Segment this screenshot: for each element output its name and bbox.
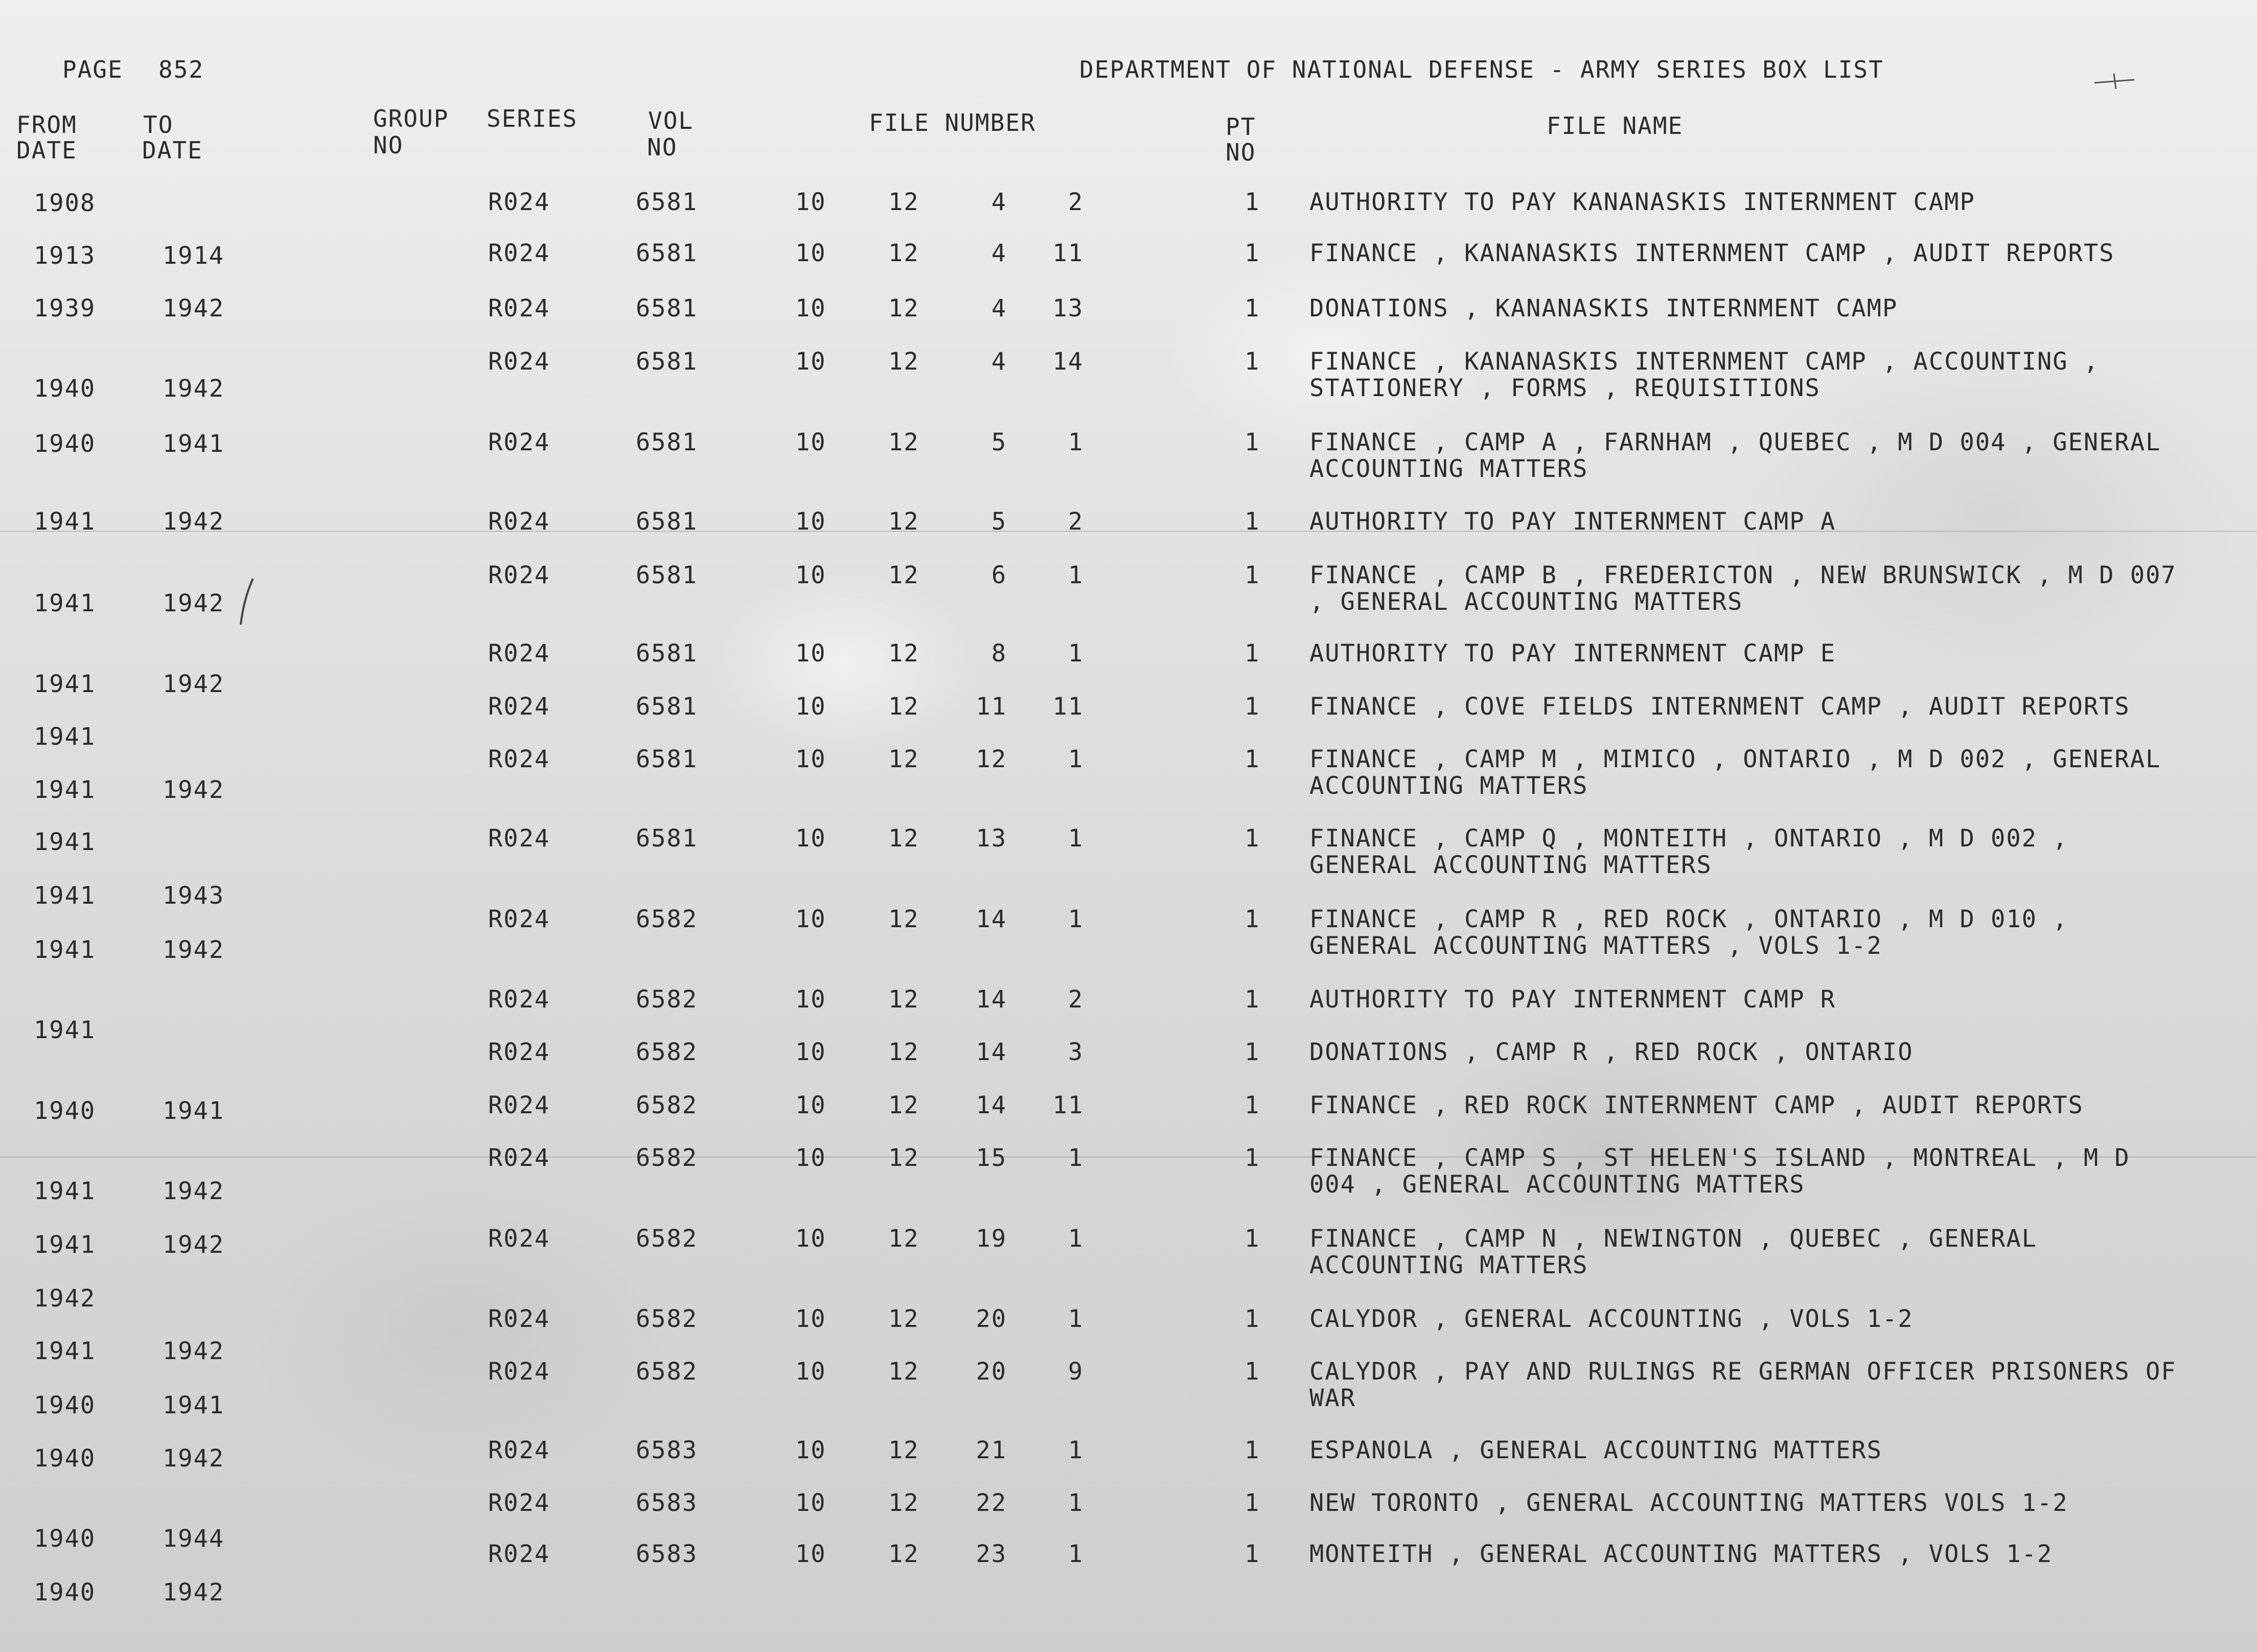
to-date: 1942 — [163, 589, 225, 617]
file-number-part-4: 13 — [1052, 294, 1084, 323]
col-header-vol-1: VOL — [648, 107, 694, 134]
file-number-part-2: 12 — [888, 693, 919, 721]
from-date: 1941 — [34, 723, 96, 751]
series-code: R024 — [488, 348, 550, 376]
file-name-line: 004 , GENERAL ACCOUNTING MATTERS — [1309, 1171, 1805, 1199]
file-number-part-3: 11 — [976, 693, 1007, 721]
file-number-part-2: 12 — [888, 1144, 919, 1172]
volume-number: 6581 — [635, 348, 698, 376]
file-number-part-1: 10 — [795, 985, 826, 1014]
part-number: 1 — [1245, 1540, 1260, 1568]
part-number: 1 — [1245, 188, 1260, 216]
series-code: R024 — [488, 561, 550, 589]
file-name-line: FINANCE , CAMP B , FREDERICTON , NEW BRUNSWICK , M D 007 — [1309, 561, 2177, 589]
part-number: 1 — [1245, 1091, 1260, 1119]
file-number-part-2: 12 — [888, 1091, 919, 1119]
file-number-part-4: 9 — [1068, 1358, 1084, 1386]
file-number-part-1: 10 — [795, 693, 826, 721]
file-number-part-3: 21 — [976, 1436, 1007, 1464]
volume-number: 6581 — [635, 639, 698, 668]
file-number-part-2: 12 — [888, 1358, 919, 1386]
volume-number: 6581 — [635, 745, 698, 773]
file-number-part-1: 10 — [795, 1358, 826, 1386]
file-number-part-3: 13 — [976, 824, 1007, 853]
from-date: 1940 — [34, 1097, 96, 1125]
file-number-part-2: 12 — [888, 428, 919, 456]
file-number-part-1: 10 — [795, 1225, 826, 1253]
file-number-part-4: 2 — [1068, 188, 1084, 216]
file-number-part-1: 10 — [795, 1144, 826, 1172]
volume-number: 6583 — [635, 1489, 698, 1517]
file-number-part-4: 3 — [1068, 1038, 1084, 1066]
file-number-part-3: 19 — [976, 1225, 1007, 1253]
file-number-part-3: 4 — [991, 239, 1007, 267]
to-date: 1944 — [163, 1525, 225, 1553]
file-number-part-2: 12 — [888, 745, 919, 773]
series-code: R024 — [488, 428, 550, 456]
part-number: 1 — [1245, 1305, 1260, 1333]
file-name-line: AUTHORITY TO PAY INTERNMENT CAMP E — [1309, 639, 1836, 668]
volume-number: 6581 — [635, 561, 698, 589]
file-name-line: GENERAL ACCOUNTING MATTERS — [1309, 851, 1712, 879]
to-date: 1942 — [163, 1177, 225, 1205]
volume-number: 6583 — [635, 1540, 698, 1568]
page-title: DEPARTMENT OF NATIONAL DEFENSE - ARMY SERIES BOX LIST — [1079, 56, 1884, 83]
file-name-line: GENERAL ACCOUNTING MATTERS , VOLS 1-2 — [1309, 932, 1882, 960]
file-number-part-3: 14 — [976, 1038, 1007, 1066]
to-date: 1942 — [163, 776, 225, 804]
from-date: 1940 — [34, 430, 96, 458]
col-header-pt-2: NO — [1226, 139, 1256, 166]
file-number-part-2: 12 — [888, 294, 919, 323]
part-number: 1 — [1245, 1225, 1260, 1253]
series-code: R024 — [488, 1038, 550, 1066]
file-number-part-4: 14 — [1052, 348, 1084, 376]
volume-number: 6582 — [635, 905, 698, 933]
part-number: 1 — [1245, 1144, 1260, 1172]
col-header-to-date-1: TO — [143, 111, 174, 139]
part-number: 1 — [1245, 348, 1260, 376]
file-name-line: FINANCE , KANANASKIS INTERNMENT CAMP , AUDIT REPORTS — [1309, 239, 2115, 267]
file-name-line: FINANCE , COVE FIELDS INTERNMENT CAMP , AUDIT REPORTS — [1309, 693, 2130, 721]
file-number-part-1: 10 — [795, 1091, 826, 1119]
volume-number: 6582 — [635, 1225, 698, 1253]
col-header-series: SERIES — [487, 105, 578, 132]
to-date: 1942 — [163, 1444, 225, 1473]
volume-number: 6582 — [635, 1038, 698, 1066]
file-number-part-4: 1 — [1068, 561, 1084, 589]
file-number-part-2: 12 — [888, 1038, 919, 1066]
part-number: 1 — [1245, 508, 1260, 536]
to-date: 1941 — [163, 430, 225, 458]
part-number: 1 — [1245, 1358, 1260, 1386]
file-name-line: ACCOUNTING MATTERS — [1309, 455, 1588, 483]
from-date: 1940 — [34, 1578, 96, 1607]
file-number-part-4: 1 — [1068, 1305, 1084, 1333]
part-number: 1 — [1245, 294, 1260, 323]
file-number-part-4: 1 — [1068, 1225, 1084, 1253]
series-code: R024 — [488, 239, 550, 267]
part-number: 1 — [1245, 239, 1260, 267]
file-number-part-3: 23 — [976, 1540, 1007, 1568]
file-number-part-4: 2 — [1068, 508, 1084, 536]
part-number: 1 — [1245, 561, 1260, 589]
file-number-part-1: 10 — [795, 188, 826, 216]
to-date: 1942 — [163, 1578, 225, 1607]
to-date: 1942 — [163, 1231, 225, 1259]
file-number-part-3: 20 — [976, 1305, 1007, 1333]
volume-number: 6582 — [635, 1358, 698, 1386]
file-name-line: AUTHORITY TO PAY INTERNMENT CAMP A — [1309, 508, 1836, 536]
file-number-part-2: 12 — [888, 508, 919, 536]
file-number-part-3: 8 — [991, 639, 1007, 668]
file-number-part-4: 11 — [1052, 239, 1084, 267]
file-name-line: ACCOUNTING MATTERS — [1309, 772, 1588, 800]
file-number-part-3: 14 — [976, 985, 1007, 1014]
file-number-part-3: 4 — [991, 294, 1007, 323]
part-number: 1 — [1245, 639, 1260, 668]
file-number-part-4: 1 — [1068, 639, 1084, 668]
page-number: 852 — [158, 56, 204, 83]
series-code: R024 — [488, 1540, 550, 1568]
series-code: R024 — [488, 905, 550, 933]
file-number-part-4: 1 — [1068, 824, 1084, 853]
volume-number: 6581 — [635, 824, 698, 853]
series-code: R024 — [488, 639, 550, 668]
series-code: R024 — [488, 188, 550, 216]
part-number: 1 — [1245, 1436, 1260, 1464]
file-number-part-2: 12 — [888, 1489, 919, 1517]
file-number-part-1: 10 — [795, 561, 826, 589]
col-header-to-date-2: DATE — [142, 136, 203, 164]
part-number: 1 — [1245, 693, 1260, 721]
file-number-part-4: 11 — [1052, 693, 1084, 721]
file-name-line: NEW TORONTO , GENERAL ACCOUNTING MATTERS VOLS 1-2 — [1309, 1489, 2068, 1517]
to-date: 1942 — [163, 1337, 225, 1365]
file-number-part-3: 22 — [976, 1489, 1007, 1517]
from-date: 1939 — [34, 294, 96, 323]
volume-number: 6581 — [635, 294, 698, 323]
file-number-part-3: 5 — [991, 508, 1007, 536]
file-name-line: STATIONERY , FORMS , REQUISITIONS — [1309, 374, 1821, 402]
file-name-line: DONATIONS , CAMP R , RED ROCK , ONTARIO — [1309, 1038, 1914, 1066]
part-number: 1 — [1245, 905, 1260, 933]
file-name-line: FINANCE , CAMP M , MIMICO , ONTARIO , M D 002 , GENERAL — [1309, 745, 2161, 773]
file-name-line: FINANCE , RED ROCK INTERNMENT CAMP , AUDIT REPORTS — [1309, 1091, 2084, 1119]
handwritten-mark — [233, 577, 263, 628]
to-date: 1914 — [163, 242, 225, 270]
from-date: 1941 — [34, 589, 96, 617]
volume-number: 6582 — [635, 1305, 698, 1333]
series-code: R024 — [488, 294, 550, 323]
volume-number: 6582 — [635, 985, 698, 1014]
part-number: 1 — [1245, 745, 1260, 773]
volume-number: 6581 — [635, 428, 698, 456]
from-date: 1941 — [34, 1016, 96, 1044]
file-number-part-3: 12 — [976, 745, 1007, 773]
file-name-line: MONTEITH , GENERAL ACCOUNTING MATTERS , VOLS 1-2 — [1309, 1540, 2053, 1568]
from-date: 1908 — [34, 189, 96, 217]
series-code: R024 — [488, 745, 550, 773]
file-number-part-1: 10 — [795, 824, 826, 853]
series-code: R024 — [488, 1436, 550, 1464]
from-date: 1941 — [34, 936, 96, 964]
file-name-line: CALYDOR , GENERAL ACCOUNTING , VOLS 1-2 — [1309, 1305, 1914, 1333]
col-header-group-2: NO — [373, 131, 404, 159]
from-date: 1941 — [34, 508, 96, 536]
file-name-line: DONATIONS , KANANASKIS INTERNMENT CAMP — [1309, 294, 1898, 323]
series-code: R024 — [488, 985, 550, 1014]
from-date: 1940 — [34, 1444, 96, 1473]
file-number-part-1: 10 — [795, 639, 826, 668]
part-number: 1 — [1245, 985, 1260, 1014]
series-code: R024 — [488, 1358, 550, 1386]
series-code: R024 — [488, 693, 550, 721]
series-code: R024 — [488, 508, 550, 536]
file-number-part-3: 14 — [976, 905, 1007, 933]
file-number-part-2: 12 — [888, 824, 919, 853]
series-code: R024 — [488, 1144, 550, 1172]
volume-number: 6581 — [635, 508, 698, 536]
file-number-part-3: 6 — [991, 561, 1007, 589]
series-code: R024 — [488, 1091, 550, 1119]
series-code: R024 — [488, 1225, 550, 1253]
from-date: 1941 — [34, 828, 96, 856]
col-header-pt-1: PT — [1226, 113, 1256, 141]
file-number-part-1: 10 — [795, 239, 826, 267]
file-number-part-2: 12 — [888, 985, 919, 1014]
page-label: PAGE — [62, 56, 123, 83]
series-code: R024 — [488, 1489, 550, 1517]
to-date: 1942 — [163, 936, 225, 964]
to-date: 1942 — [163, 375, 225, 403]
to-date: 1942 — [163, 294, 225, 323]
file-name-line: AUTHORITY TO PAY KANANASKIS INTERNMENT CAMP — [1309, 188, 1975, 216]
part-number: 1 — [1245, 1038, 1260, 1066]
file-name-line: AUTHORITY TO PAY INTERNMENT CAMP R — [1309, 985, 1836, 1014]
to-date: 1942 — [163, 670, 225, 698]
file-number-part-1: 10 — [795, 1436, 826, 1464]
file-number-part-3: 4 — [991, 348, 1007, 376]
file-number-part-4: 1 — [1068, 1540, 1084, 1568]
file-name-line: FINANCE , CAMP A , FARNHAM , QUEBEC , M D 004 , GENERAL — [1309, 428, 2161, 456]
to-date: 1942 — [163, 508, 225, 536]
file-name-line: , GENERAL ACCOUNTING MATTERS — [1309, 588, 1743, 616]
file-name-line: FINANCE , KANANASKIS INTERNMENT CAMP , ACCOUNTING , — [1309, 348, 2100, 376]
to-date: 1941 — [163, 1097, 225, 1125]
from-date: 1941 — [34, 1231, 96, 1259]
from-date: 1940 — [34, 1525, 96, 1553]
col-header-vol-2: NO — [647, 133, 678, 161]
file-number-part-2: 12 — [888, 639, 919, 668]
file-number-part-4: 1 — [1068, 1144, 1084, 1172]
part-number: 1 — [1245, 824, 1260, 853]
series-code: R024 — [488, 824, 550, 853]
file-number-part-2: 12 — [888, 1305, 919, 1333]
from-date: 1940 — [34, 375, 96, 403]
file-number-part-4: 1 — [1068, 1489, 1084, 1517]
volume-number: 6581 — [635, 188, 698, 216]
file-name-line: FINANCE , CAMP Q , MONTEITH , ONTARIO , M D 002 , — [1309, 824, 2068, 853]
volume-number: 6581 — [635, 693, 698, 721]
file-name-line: WAR — [1309, 1384, 1356, 1412]
file-name-line: ACCOUNTING MATTERS — [1309, 1251, 1588, 1279]
col-header-file-name: FILE NAME — [1547, 112, 1684, 140]
to-date: 1943 — [163, 882, 225, 910]
file-number-part-4: 11 — [1052, 1091, 1084, 1119]
file-number-part-1: 10 — [795, 348, 826, 376]
file-number-part-3: 15 — [976, 1144, 1007, 1172]
scan-line — [0, 531, 2257, 532]
file-number-part-1: 10 — [795, 1540, 826, 1568]
part-number: 1 — [1245, 428, 1260, 456]
from-date: 1941 — [34, 776, 96, 804]
series-code: R024 — [488, 1305, 550, 1333]
volume-number: 6581 — [635, 239, 698, 267]
file-number-part-1: 10 — [795, 745, 826, 773]
handwritten-mark — [2093, 72, 2139, 92]
from-date: 1941 — [34, 1337, 96, 1365]
file-number-part-3: 20 — [976, 1358, 1007, 1386]
file-number-part-4: 1 — [1068, 905, 1084, 933]
volume-number: 6583 — [635, 1436, 698, 1464]
file-name-line: FINANCE , CAMP R , RED ROCK , ONTARIO , M D 010 , — [1309, 905, 2068, 933]
file-number-part-1: 10 — [795, 294, 826, 323]
file-number-part-4: 1 — [1068, 1436, 1084, 1464]
part-number: 1 — [1245, 1489, 1260, 1517]
file-number-part-1: 10 — [795, 1489, 826, 1517]
file-number-part-2: 12 — [888, 905, 919, 933]
file-number-part-2: 12 — [888, 348, 919, 376]
file-number-part-2: 12 — [888, 561, 919, 589]
file-number-part-2: 12 — [888, 239, 919, 267]
file-name-line: FINANCE , CAMP N , NEWINGTON , QUEBEC , GENERAL — [1309, 1225, 2037, 1253]
col-header-group-1: GROUP — [373, 105, 449, 132]
file-number-part-3: 5 — [991, 428, 1007, 456]
file-number-part-1: 10 — [795, 1305, 826, 1333]
col-header-from-date-2: DATE — [16, 136, 77, 164]
from-date: 1941 — [34, 670, 96, 698]
from-date: 1940 — [34, 1391, 96, 1419]
from-date: 1941 — [34, 882, 96, 910]
file-number-part-3: 4 — [991, 188, 1007, 216]
file-name-line: FINANCE , CAMP S , ST HELEN'S ISLAND , MONTREAL , M D — [1309, 1144, 2130, 1172]
file-number-part-2: 12 — [888, 1225, 919, 1253]
file-number-part-2: 12 — [888, 188, 919, 216]
file-number-part-2: 12 — [888, 1540, 919, 1568]
file-number-part-1: 10 — [795, 428, 826, 456]
file-name-line: CALYDOR , PAY AND RULINGS RE GERMAN OFFICER PRISONERS OF — [1309, 1358, 2177, 1386]
file-number-part-2: 12 — [888, 1436, 919, 1464]
file-number-part-4: 1 — [1068, 428, 1084, 456]
file-name-line: ESPANOLA , GENERAL ACCOUNTING MATTERS — [1309, 1436, 1882, 1464]
col-header-from-date-1: FROM — [16, 111, 77, 139]
to-date: 1941 — [163, 1391, 225, 1419]
from-date: 1942 — [34, 1284, 96, 1313]
file-number-part-1: 10 — [795, 905, 826, 933]
volume-number: 6582 — [635, 1144, 698, 1172]
file-number-part-4: 2 — [1068, 985, 1084, 1014]
col-header-file-number: FILE NUMBER — [869, 109, 1036, 136]
from-date: 1913 — [34, 242, 96, 270]
file-number-part-3: 14 — [976, 1091, 1007, 1119]
volume-number: 6582 — [635, 1091, 698, 1119]
from-date: 1941 — [34, 1177, 96, 1205]
file-number-part-1: 10 — [795, 508, 826, 536]
file-number-part-4: 1 — [1068, 745, 1084, 773]
file-number-part-1: 10 — [795, 1038, 826, 1066]
